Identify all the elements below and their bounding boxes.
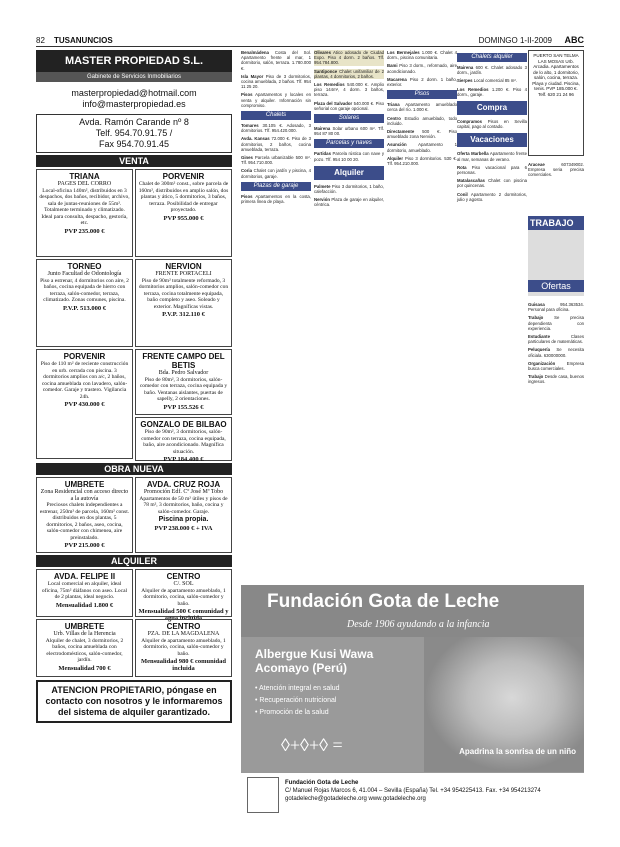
venta-ad — [36, 259, 133, 347]
entry-text: Apartamento amueblado cerca del río. 1.000 €. — [387, 102, 457, 113]
ad-title: TRIANA — [69, 172, 100, 181]
entry-heading: Alquiler — [387, 155, 403, 161]
ad-title: AVDA. FELIPE II — [53, 572, 116, 581]
entry-text: Piso vacacional para 6 personas. — [457, 164, 527, 176]
entry-heading: Matalascañas — [457, 178, 485, 184]
entry-text: Chalet con piscina por quincenas. — [457, 178, 527, 189]
agency-fax: Fax 954.70.91.45 — [98, 139, 170, 149]
entry-heading: Macarena — [387, 76, 407, 82]
ad-title: GONZALO DE BILBAO — [140, 420, 227, 429]
ad-price: PVP 215.000 € — [64, 542, 105, 549]
agency-contact — [36, 114, 232, 153]
entry-heading: Bami — [387, 63, 398, 69]
ad-body: Local comercial en alquiler, ideal oficina, 75m² diáfanos con aseo. Local de 2 plantas, ideal negocio. — [41, 581, 128, 600]
classified-entry — [528, 302, 584, 312]
fundacion-ad — [241, 585, 584, 816]
entry-text: 72.000 €. Piso de 3 dormitorios, 2 baños, cocina amueblada, terraza. — [241, 136, 312, 152]
albergue-name: Albergue Kusi Wawa — [255, 647, 374, 661]
agency-emails — [36, 88, 232, 110]
entry-heading: Santiponce — [314, 68, 338, 74]
entry-text: Piso de 3 dormitorios, cocina amueblada, 2 baños. Tlf. 954 11 25 20. — [241, 73, 311, 90]
classified-entry — [457, 178, 527, 188]
venta-grid — [36, 169, 232, 461]
ad-title: UMBRETE — [64, 622, 105, 631]
ad-price: PVP 184.400 € — [163, 456, 204, 463]
classified-entry — [241, 74, 311, 90]
classified-entry — [457, 119, 527, 129]
venta-stack — [135, 349, 232, 461]
venta-section-bar: VENTA — [36, 155, 232, 167]
ad-subtitle: Urb. Villas de la Herencia — [53, 631, 116, 637]
entry-heading: Pisos — [241, 92, 253, 98]
footer-web[interactable]: gotadeleche@gotadeleche.org www.gotadeleche.org — [285, 796, 426, 802]
classified-column-3 — [387, 50, 457, 169]
entry-heading: Mairena — [314, 126, 331, 132]
owner-notice: ATENCION PROPIETARIO, póngase en contacto con nosotros y le informaremos del sistema de alquiler garantizado. — [36, 680, 232, 723]
entry-text: Piso 3 dormitorios, 1 baño, calefacción. — [314, 183, 384, 195]
classified-entry — [528, 162, 584, 178]
entry-text: Empresa busca comerciales. — [528, 360, 584, 372]
tag-alquiler: Alquiler — [314, 166, 384, 180]
fundacion-contact — [285, 779, 541, 803]
ad-title: UMBRETE — [64, 480, 105, 489]
ad-title: PORVENIR — [63, 352, 106, 361]
venta-ad — [36, 349, 133, 459]
entry-heading: Sierpes — [457, 78, 473, 84]
ad-body: Piso de 110 m² de reciente construcción en urb. cerrada con piscina. 3 dormitorios amplios con a/c, 2 baños, cocina amueblada con lavadero, salón-comedor. Garaje y trastero. Vigilancia 24h. — [40, 361, 129, 400]
entry-text: Local comercial 85 m². — [473, 78, 517, 84]
classified-entry — [241, 50, 311, 71]
ad-subtitle: FRENTE PORTACELI — [155, 271, 212, 277]
tag-chalets: Chalets — [241, 111, 311, 120]
entry-text: Clases particulares de matemáticas. — [528, 334, 584, 345]
entry-heading: Pisos — [241, 193, 253, 199]
service-item: • Atención integral en salud — [255, 685, 340, 692]
tag-chalets-alquiler: Chalets alquiler — [457, 53, 527, 62]
entry-text: Piso 2 dorm. 1 baño, exterior. — [387, 76, 457, 88]
ad-body: Piso a estrenar, 4 dormitorios con aire, 2 baños, cocina equipada de hierro con terraza, salón-comedor, terraza, climatizado. Zonas comunes, piscina. — [40, 277, 129, 303]
entry-text: 540.000 €. Piso señorial con garaje opcional. — [314, 100, 384, 111]
entry-text: 30.105 €. Adosado, 3 dormitorios. Tlf. 954.420.000. — [241, 123, 311, 134]
entry-heading: Compramos — [457, 119, 483, 125]
entry-text: Parcela rústica con nave y pozo. Tlf. 954 10 00 20. — [314, 151, 384, 162]
classified-entry — [314, 197, 384, 207]
alquiler-ad — [36, 569, 133, 617]
entry-heading: Palmete — [314, 183, 331, 189]
page-header — [36, 36, 584, 47]
ad-subtitle: Bda. Pedro Salvador — [158, 370, 209, 376]
classified-entry — [457, 192, 527, 202]
entry-text: 607349002. Empresa seria precisa comerciales. — [528, 162, 584, 178]
classified-entry — [387, 63, 457, 73]
classified-entry — [457, 151, 527, 161]
entry-heading: Olivares — [314, 50, 331, 55]
classified-entry — [314, 50, 384, 66]
agency-email-1[interactable]: masterpropiedad@hotmail.com — [71, 88, 197, 98]
venta-ad — [135, 259, 232, 347]
ad-price: PVP 235.000 € — [64, 227, 105, 235]
entry-heading: Organización — [528, 360, 556, 366]
fundacion-body — [241, 637, 584, 772]
classified-entry — [314, 151, 384, 161]
albergue-location: Acomayo (Perú) — [255, 661, 348, 675]
drops-icon: ◊+◊+◊ = — [281, 735, 343, 755]
footer-address: C/ Manuel Rojas Marcos 6, 41.004 – Sevilla (España) Tel. +34 954225413. Fax. +34 954213274 — [285, 788, 541, 794]
entry-heading: Trabajo — [528, 374, 544, 380]
classified-entry — [241, 155, 311, 165]
entry-heading: Los Remedios — [314, 82, 345, 88]
agency-phone: Telf. 954.70.91.75 / — [95, 128, 173, 138]
ofertas-label: Ofertas — [528, 280, 584, 292]
tag-vacaciones: Vacaciones — [457, 133, 527, 147]
ad-title: PORVENIR — [162, 172, 205, 181]
entry-text: Apartamento 1 dormitorio, amueblado. — [387, 142, 457, 153]
alquiler-ad — [135, 619, 232, 677]
venta-ad — [36, 169, 133, 257]
ad-subtitle: Junto Facultad de Odontología — [47, 271, 122, 277]
classified-entry — [314, 101, 384, 111]
classified-entry — [241, 194, 311, 204]
entry-heading: Gines — [241, 155, 253, 161]
classified-column-5a — [528, 162, 584, 181]
entry-text: 540.000 €. Amplio piso 144m², 4 dorm. 3 baños, terraza. — [314, 82, 384, 98]
classified-entry — [241, 123, 311, 133]
ad-body: Apartamentos de 50 m² útiles y pisos de 78 m², 3 dormitorios, baño, cocina y salón-comedor. Garaje. — [139, 495, 228, 515]
ad-subtitle: Promoción Edf. Cº José Mª Tobo — [143, 489, 224, 495]
entry-heading: Trabajo — [528, 315, 544, 321]
fundacion-footer — [241, 772, 584, 817]
entry-heading: Rota — [457, 164, 467, 170]
agency-email-2[interactable]: info@masterpropiedad.es — [82, 99, 186, 109]
classified-entry — [314, 184, 384, 194]
classified-column-4 — [457, 50, 527, 205]
classified-entry — [387, 156, 457, 166]
section-title: TUSANUNCIOS — [54, 36, 113, 45]
entry-heading: Nervión — [314, 197, 330, 203]
classified-entry — [387, 50, 457, 60]
ad-title: CENTRO — [166, 622, 201, 631]
entry-heading: Mairena — [457, 65, 474, 70]
ad-subtitle: C/. SOL — [173, 581, 194, 587]
entry-text: Apartamento 2 dormitorios, julio y agosto. — [457, 191, 527, 202]
classified-entry — [528, 334, 584, 344]
alquiler-ad — [135, 569, 232, 622]
entry-text: Costa del Sol. Apartamento frente al mar, 1 dormitorio, salón, terraza. 1.780.000 €. — [241, 50, 311, 71]
ad-title: TORNEO — [67, 262, 102, 271]
entry-text: Chalet unifamiliar de 2 plantas, 4 dormitorios, 2 baños. — [314, 68, 384, 79]
ad-price: Mensualidad 500 € comunidad y agua incluida — [138, 608, 229, 622]
ad-title: CENTRO — [166, 572, 201, 581]
ad-title: FRENTE CAMPO DEL BETIS — [142, 352, 225, 370]
entry-text: Plaza de garaje en alquiler, céntrica. — [314, 197, 384, 208]
entry-text: Solar urbano 600 m². Tlf. 954 87 80 00. — [314, 126, 384, 137]
ad-price: Mensualidad 700 € — [58, 664, 111, 672]
entry-heading: Avda. Kansas — [241, 136, 270, 142]
agency-subtitle: Gabinete de Servicios Inmobiliarios — [36, 72, 232, 82]
ad-body: Alquiler de apartamento amueblado, 1 dormitorio, cocina, salón-comedor y baño. — [141, 587, 226, 607]
ad-price: PVP 155.526 € — [163, 403, 204, 411]
ad-body: Alquiler de apartamento amueblado, 1 dormitorio, cocina, salón-comedor y baño. — [141, 637, 226, 657]
alquiler-section-bar: ALQUILER — [36, 555, 232, 567]
classified-entry — [528, 347, 584, 357]
classified-entry — [528, 315, 584, 331]
venta-ad — [135, 417, 232, 461]
classified-entry — [314, 126, 384, 136]
classified-entry — [241, 92, 311, 108]
fundacion-title: Fundación Gota de Leche — [267, 591, 500, 612]
entry-heading: Triana — [387, 102, 400, 108]
entry-text: Piso 3 dormitorios. 530 €. Tlf. 954.210.000. — [387, 155, 457, 167]
fundacion-logo-icon — [247, 777, 279, 813]
entry-text: 1.000 €. Chalet 4 dorm., piscina comunitaria. — [387, 50, 457, 61]
agency-block — [36, 50, 232, 816]
entry-heading: Guisasa — [528, 302, 545, 307]
ad-subtitle: Zona Residencial con acceso directo a la autovía — [40, 489, 129, 502]
fundacion-slogan: Apadrina la sonrisa de un niño — [459, 747, 576, 756]
venta-ad — [135, 169, 232, 257]
classified-entry — [528, 374, 584, 384]
classified-column-5b — [528, 302, 584, 388]
ad-subtitle: PZA. DE LA MAGDALENA — [147, 631, 220, 637]
footer-name: Fundación Gota de Leche — [285, 780, 359, 786]
ad-body: Local-oficina 140m², distribuidos en 3 despachos, dos baños, recibidor, archivo, sala de juntas-reuniones de 55m². Totalmente terminado y climatizado. Ideal para consulta, despacho, gestoría, etc. — [39, 187, 130, 226]
entry-text: 500 €. Piso amueblado zona Nervión. — [387, 129, 457, 140]
entry-heading: Los Bermejales — [387, 50, 420, 55]
page-date: DOMINGO 1-II-2009 — [478, 36, 552, 45]
entry-text: Chalet con jardín y piscina, 4 dormitorios, garaje. — [241, 168, 311, 179]
classified-entry — [387, 129, 457, 139]
entry-text: Se precisa dependienta con experiencia. — [528, 315, 584, 331]
classified-entry — [387, 77, 457, 87]
entry-text: Parcela urbanizable 500 m². Tlf. 954.710.000. — [241, 155, 311, 166]
entry-heading: Peluquería — [528, 347, 550, 353]
entry-heading: Araceae — [528, 162, 545, 167]
entry-heading: Benalmádena — [241, 50, 269, 55]
newspaper-logo: ABC — [564, 35, 584, 45]
alquiler-grid — [36, 569, 232, 677]
albergue-heading — [255, 647, 373, 675]
ad-body: Piso de 90m² totalmente reformado, 3 dormitorios amplios, salón-comedor con terraza, cocina totalmente equipada, baño completo y aseo. Soleado y exterior. Magníficas vistas. — [138, 277, 229, 310]
classified-entry — [457, 65, 527, 75]
entry-heading: Estudiante — [528, 334, 550, 340]
ad-price: Mensualidad 1.800 € — [55, 601, 114, 609]
entry-heading: Tomares — [241, 123, 259, 129]
agency-name: MASTER PROPIEDAD S.L. — [36, 50, 232, 72]
fundacion-subtitle: Desde 1906 ayudando a la infancia — [347, 619, 490, 630]
tag-parcelas: Parcelas y naves — [314, 139, 384, 148]
classified-entry — [457, 165, 527, 175]
ad-extra: Piscina propia. — [158, 516, 209, 523]
obra-ad — [36, 477, 133, 553]
entry-text: Estudio amueblado, todo incluido. — [387, 115, 457, 126]
tag-pisos: Pisos — [387, 90, 457, 99]
entry-text: Piso 3 dorm., reformado, aire acondicionado. — [387, 63, 457, 74]
service-item: • Recuperación nutricional — [255, 697, 337, 704]
ad-title: NERVION — [165, 262, 202, 271]
obra-grid — [36, 477, 232, 553]
alquiler-ad — [36, 619, 133, 677]
entry-text: Apartamentos y locales en venta y alquiler. Información sin compromiso. — [241, 92, 311, 108]
entry-heading: Coria — [241, 168, 252, 174]
page-number: 82 — [36, 36, 45, 45]
service-item: • Promoción de la salud — [255, 709, 329, 716]
services-list — [255, 683, 340, 719]
entry-text: 1.200 €. Piso 4 dorm., garaje. — [457, 86, 528, 97]
entry-heading: Isla Mayor — [241, 73, 264, 79]
ad-price: Mensualidad 980 € comunidad incluida — [140, 658, 227, 672]
classified-entry — [387, 102, 457, 112]
entry-heading: Asunción — [387, 142, 407, 148]
classified-entry — [457, 87, 527, 97]
trabajo-title: TRABAJO — [528, 216, 584, 230]
entry-heading: Conil — [457, 191, 468, 197]
entry-text: Pisos en Sevilla capital, pago al contado. — [457, 119, 527, 130]
classified-entry — [387, 116, 457, 126]
ad-body: Chalet de 300m² const., sobre parcela de 160m², distribuidos en amplio salón, dos plantas y ático, 5 dormitorios, 3 baños, terraza. Posibilidad de entregar proyectado. — [138, 181, 229, 213]
entry-text: 954.363534. Personal para oficina. — [528, 302, 584, 313]
entry-heading: Oferta Marbella — [457, 151, 489, 157]
entry-text: Se necesita oficiala. 630000000. — [528, 347, 584, 358]
ad-price: P.V.P. 312.110 € — [162, 311, 205, 318]
ad-title: AVDA. CRUZ ROJA — [146, 480, 221, 489]
ad-price: PVP 430.000 € — [64, 401, 105, 408]
ad-subtitle: PAGES DEL CORRO — [57, 181, 112, 187]
ad-price: PVP 238.000 € + IVA — [154, 525, 213, 532]
ad-price: P.V.P. 513.000 € — [62, 304, 107, 312]
trabajo-banner — [528, 216, 584, 296]
classified-entry — [387, 142, 457, 152]
entry-heading: Centro — [387, 115, 401, 121]
classified-entry — [314, 69, 384, 79]
ad-body: Preciosos chalets independientes a estrenar, 250m² de parcela, 160m² const. distribuidos en dos plantas, 5 dormitorios, 2 baños, aseo, cocina, salón-comedor con chimenea, aire preinstalado. — [39, 502, 130, 541]
classified-entry — [241, 168, 311, 178]
obra-ad — [135, 477, 232, 553]
agency-address: Avda. Ramón Carande nº 8 — [79, 117, 189, 127]
entry-text: Desde casa, buenos ingresos. — [528, 374, 584, 385]
entry-heading: Directamente — [387, 129, 415, 135]
entry-heading: Plaza del Salvador — [314, 100, 353, 106]
ad-price: PVP 955.000 € — [163, 214, 204, 222]
venta-ad — [135, 349, 232, 415]
classified-entry — [314, 82, 384, 98]
classified-column-1 — [241, 50, 311, 207]
tag-garaje: Plazas de garaje — [241, 182, 311, 191]
ad-body: Alquiler de chalet, 3 dormitorios, 2 baños, cocina amueblada con electrodomésticos, salón-comedor, jardín. — [45, 637, 124, 663]
entry-text: 600 €. Chalet adosado 3 dorm., jardín. — [457, 65, 527, 76]
entry-heading: Partidas — [314, 151, 331, 157]
classified-entry — [457, 78, 527, 83]
entry-text: Apartamento frente al mar, semanas de verano. — [457, 151, 527, 162]
classified-entry — [528, 361, 584, 371]
classified-entry — [241, 136, 311, 152]
fundacion-header — [241, 585, 584, 637]
tag-solares: Solares — [314, 114, 384, 123]
tag-compra: Compra — [457, 101, 527, 115]
ad-body: Piso de 80m², 3 dormitorios, salón-comedor con terraza, cocina equipada y baño. Ventanas aislantes, puertas de sapelly, 2 orientaciones. — [139, 376, 228, 402]
obra-section-bar: OBRA NUEVA — [36, 463, 232, 475]
entry-heading: Los Remedios — [457, 86, 489, 92]
right-property-ad: PUERTO SAN TELMA LAS MOSAS Urb. Arcadia. Apartamentos de lo alto, 1 dormitorio, salón, cocina, terraza. Playa y ciudad. Piscina, tenis. PVP 185.000 €. Telf. 620 21 24 96 — [528, 50, 584, 156]
classified-column-2 — [314, 50, 384, 211]
entry-text: Atico adosado de Ciudad Expo. Piso 4 dorm. 2 baños. Tlf. 954.784.800. — [314, 50, 384, 66]
entry-text: Apartamentos en la costa, primera línea de playa. — [241, 193, 311, 205]
ad-body: Piso de 90m², 3 dormitorios, salón-comedor con terraza, cocina equipada, baño, aire acondicionado. Magnífica situación. — [141, 429, 226, 455]
